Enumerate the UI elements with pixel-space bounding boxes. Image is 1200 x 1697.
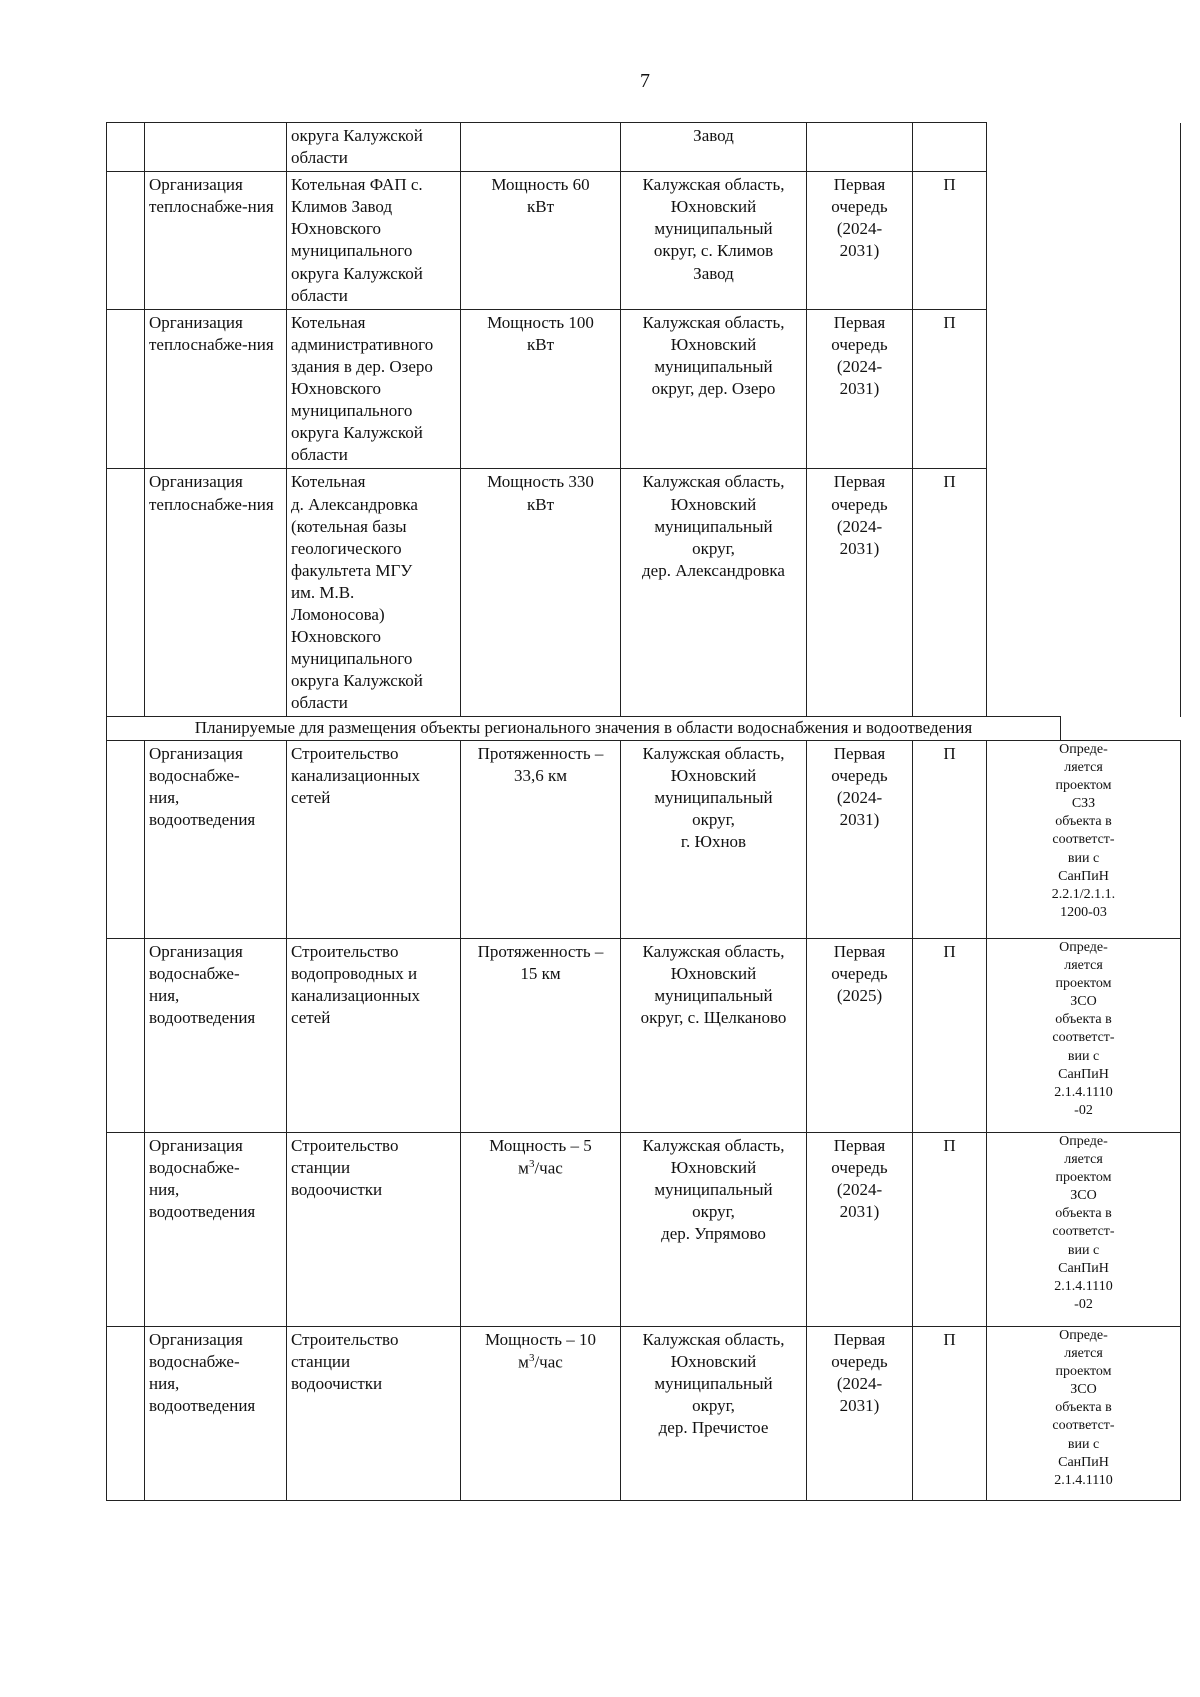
location-text: Юхновский [670, 494, 757, 514]
purpose-cell [145, 740, 287, 938]
object-cell [287, 938, 461, 1132]
object-text: области [291, 285, 348, 305]
object-text: административного [291, 334, 434, 354]
object-text: округа Калужской [291, 263, 423, 283]
zone-text: соответст- [1052, 1030, 1115, 1046]
location-text: округ, с. Щелканово [640, 1007, 787, 1027]
object-cell [287, 123, 461, 172]
status-text: П [943, 1135, 956, 1155]
zone-text: проектом [1055, 1363, 1112, 1379]
term-text: очередь [831, 494, 888, 514]
location-text: Калужская область, [642, 1135, 785, 1155]
row-number-cell [107, 309, 145, 469]
term-text: очередь [831, 197, 888, 217]
capacity-text: Мощность – 10 [484, 1329, 597, 1349]
zone-text: ляется [1064, 759, 1103, 775]
location-text: Калужская область, [642, 312, 785, 332]
zone-text: соответст- [1052, 1224, 1115, 1240]
location-text: Юхновский [670, 1351, 757, 1371]
object-text: Строительство [291, 1135, 399, 1155]
row-number-cell [107, 469, 145, 717]
term-text: (2025) [836, 985, 883, 1005]
row-number-cell [107, 740, 145, 938]
location-text: муниципальный [654, 985, 773, 1005]
location-text: Юхновский [670, 334, 757, 354]
zone-text: Опреде- [1059, 741, 1108, 757]
object-text: муниципального [291, 401, 413, 421]
row-number-cell [107, 123, 145, 172]
object-text: Юхновского [291, 627, 381, 647]
zone-cell [987, 938, 1181, 1132]
status-text: П [943, 941, 956, 961]
term-text: Первая [833, 175, 886, 195]
row-number-cell [107, 938, 145, 1132]
object-text: округа Калужской [291, 126, 423, 145]
location-text: Завод [693, 126, 734, 145]
table-row [107, 1132, 1181, 1326]
location-text: дер. Упрямово [661, 1223, 766, 1243]
section-header-row [107, 717, 1181, 740]
location-cell [621, 740, 807, 938]
capacity-text: 15 км [520, 963, 561, 983]
zone-text: СЗЗ [1071, 796, 1096, 812]
purpose-text: Организация [149, 1135, 243, 1155]
purpose-text: Организация теплоснабже-ния [149, 175, 274, 217]
location-text: дер. Александровка [642, 560, 785, 580]
object-text: Юхновского [291, 219, 381, 239]
term-cell [807, 172, 913, 310]
zone-text: соответст- [1052, 1418, 1115, 1434]
location-cell [621, 309, 807, 469]
object-text: Котельная ФАП с. [291, 175, 423, 195]
capacity-text: кВт [526, 197, 555, 217]
location-text: Юхновский [670, 765, 757, 785]
zone-text: Опреде- [1059, 1133, 1108, 1149]
object-text: муниципального [291, 241, 413, 261]
term-cell [807, 740, 913, 938]
zone-text: СанПиН [1058, 1066, 1109, 1082]
zone-text: Опреде- [1059, 939, 1108, 955]
zone-text: ляется [1064, 1151, 1103, 1167]
object-text: Котельная [291, 312, 366, 332]
zone-text: объекта в [1055, 1400, 1112, 1416]
zone-text: объекта в [1055, 814, 1112, 830]
term-text: 2031) [839, 538, 880, 558]
object-text: округа Калужской [291, 671, 423, 691]
term-text: 2031) [839, 1201, 880, 1221]
zone-text: проектом [1055, 777, 1112, 793]
section-title-cell [107, 717, 1061, 740]
capacity-unit [465, 1351, 616, 1374]
status-text: П [943, 312, 956, 332]
location-text: муниципальный [654, 516, 773, 536]
status-cell [913, 469, 987, 717]
term-text: очередь [831, 334, 888, 354]
location-text: округ, [692, 1201, 735, 1221]
location-cell [621, 469, 807, 717]
purpose-text: водоснабже- [149, 963, 240, 983]
purpose-text: водоснабже- [149, 765, 240, 785]
object-text: Строительство [291, 743, 399, 763]
purpose-text: ния, [149, 985, 180, 1005]
capacity-unit [465, 1157, 616, 1180]
term-text: 2031) [839, 1395, 880, 1415]
status-cell [913, 1326, 987, 1500]
zone-text: объекта в [1055, 1206, 1112, 1222]
zone-text: СанПиН [1058, 868, 1109, 884]
purpose-text: водоснабже- [149, 1157, 240, 1177]
object-text: Котельная [291, 472, 366, 492]
capacity-cell [461, 1326, 621, 1500]
capacity-text: кВт [526, 334, 555, 354]
zone-text: 1200-03 [1060, 905, 1107, 921]
location-text: Завод [693, 263, 734, 283]
term-text: Первая [833, 312, 886, 332]
zone-text: проектом [1055, 975, 1112, 991]
term-text: Первая [833, 941, 886, 961]
object-text: геологического [291, 538, 402, 558]
capacity-text: Мощность 60 [491, 175, 590, 195]
object-text: факультета МГУ [291, 560, 413, 580]
zone-cell [987, 740, 1181, 938]
object-text: Климов Завод [291, 197, 393, 217]
zone-cell [987, 469, 1181, 717]
object-cell [287, 1326, 461, 1500]
object-text: муниципального [291, 649, 413, 669]
location-cell [621, 172, 807, 310]
zone-text: ляется [1064, 1345, 1103, 1361]
purpose-text: ния, [149, 1373, 180, 1393]
zone-text: вии с [1067, 1242, 1100, 1258]
object-text: водоочистки [291, 1179, 383, 1199]
location-text: Юхновский [670, 197, 757, 217]
term-text: 2031) [839, 809, 880, 829]
capacity-cell [461, 309, 621, 469]
zone-cell [987, 309, 1181, 469]
capacity-text: Мощность 330 [487, 472, 594, 492]
status-text: П [943, 175, 956, 195]
object-text: д. Александровка [291, 494, 418, 514]
term-text: (2024- [836, 516, 883, 536]
status-cell [913, 1132, 987, 1326]
capacity-cell [461, 469, 621, 717]
object-cell [287, 172, 461, 310]
table-row [107, 123, 1181, 172]
page-number: 7 [640, 70, 650, 92]
capacity-cell [461, 1132, 621, 1326]
object-text: здания в дер. Озеро [291, 356, 433, 376]
object-text: канализационных [291, 765, 420, 785]
zone-text: 2.1.4.1110 [1054, 1085, 1113, 1101]
zone-cell [987, 172, 1181, 310]
purpose-cell [145, 1326, 287, 1500]
term-text: (2024- [836, 219, 883, 239]
zone-text: -02 [1074, 1103, 1093, 1119]
table-row [107, 740, 1181, 938]
term-text: (2024- [836, 787, 883, 807]
objects-table [106, 122, 1181, 1501]
term-cell [807, 469, 913, 717]
unit-superscript: 3 [528, 1157, 535, 1170]
term-text: очередь [831, 1157, 888, 1177]
zone-text: 2.1.4.1110 [1054, 1279, 1113, 1295]
unit-base: м [518, 1352, 529, 1372]
term-cell [807, 123, 913, 172]
purpose-text: Организация [149, 941, 243, 961]
status-cell [913, 123, 987, 172]
location-text: округ, [692, 809, 735, 829]
purpose-cell [145, 1132, 287, 1326]
status-text: П [943, 472, 956, 492]
zone-cell [987, 1326, 1181, 1500]
zone-text: ЗСО [1070, 994, 1097, 1010]
zone-text: Опреде- [1059, 1327, 1108, 1343]
location-text: Калужская область, [642, 1329, 785, 1349]
term-text: (2024- [836, 356, 883, 376]
object-text: станции [291, 1351, 351, 1371]
object-text: округа Калужской [291, 423, 423, 443]
table-row [107, 469, 1181, 717]
table-row [107, 1326, 1181, 1500]
status-cell [913, 740, 987, 938]
location-text: муниципальный [654, 1373, 773, 1393]
zone-text: ЗСО [1070, 1188, 1097, 1204]
object-text: области [291, 693, 348, 713]
purpose-cell [145, 309, 287, 469]
term-cell [807, 309, 913, 469]
purpose-text: водоснабже- [149, 1351, 240, 1371]
object-text: сетей [291, 1007, 331, 1027]
capacity-cell [461, 123, 621, 172]
zone-cell [987, 123, 1181, 172]
object-text: Юхновского [291, 379, 381, 399]
status-text: П [943, 1329, 956, 1349]
row-number-cell [107, 1132, 145, 1326]
object-text: Строительство [291, 941, 399, 961]
zone-text: СанПиН [1058, 1260, 1109, 1276]
zone-text: ляется [1064, 957, 1103, 973]
location-text: округ, дер. Озеро [651, 379, 776, 399]
purpose-cell [145, 172, 287, 310]
status-cell [913, 172, 987, 310]
term-text: (2024- [836, 1179, 883, 1199]
purpose-text: Организация [149, 1329, 243, 1349]
location-text: муниципальный [654, 787, 773, 807]
row-number-cell [107, 1326, 145, 1500]
term-text: (2024- [836, 1373, 883, 1393]
term-text: Первая [833, 743, 886, 763]
purpose-text: ния, [149, 787, 180, 807]
status-cell [913, 938, 987, 1132]
object-text: канализационных [291, 985, 420, 1005]
purpose-text: водоотведения [149, 809, 256, 829]
table-row [107, 938, 1181, 1132]
capacity-text: Мощность 100 [487, 312, 594, 332]
purpose-cell [145, 469, 287, 717]
object-cell [287, 469, 461, 717]
object-text: станции [291, 1157, 351, 1177]
table-row [107, 309, 1181, 469]
location-text: округ, с. Климов [653, 241, 774, 261]
zone-text: СанПиН [1058, 1454, 1109, 1470]
capacity-text: Мощность – 5 [489, 1135, 592, 1155]
location-text: Калужская область, [642, 175, 785, 195]
term-text: 2031) [839, 379, 880, 399]
capacity-text: Протяженность – [477, 743, 604, 763]
status-cell [913, 309, 987, 469]
zone-text: -02 [1074, 1297, 1093, 1313]
term-text: очередь [831, 765, 888, 785]
zone-text: проектом [1055, 1169, 1112, 1185]
object-text: водоочистки [291, 1373, 383, 1393]
object-text: Строительство [291, 1329, 399, 1349]
location-text: Калужская область, [642, 743, 785, 763]
capacity-cell [461, 172, 621, 310]
capacity-text: Протяженность – [477, 941, 604, 961]
purpose-text: водоотведения [149, 1395, 256, 1415]
zone-text: соответст- [1052, 832, 1115, 848]
purpose-text: водоотведения [149, 1201, 256, 1221]
purpose-text: Организация теплоснабже-ния [149, 312, 274, 354]
zone-text: вии с [1067, 1436, 1100, 1452]
unit-superscript: 3 [528, 1351, 535, 1364]
location-cell [621, 938, 807, 1132]
location-text: Юхновский [670, 1157, 757, 1177]
term-cell [807, 938, 913, 1132]
object-text: области [291, 148, 348, 168]
location-text: г. Юхнов [680, 831, 747, 851]
status-text: П [943, 743, 956, 763]
object-text: водопроводных и [291, 963, 418, 983]
location-text: округ, [692, 1395, 735, 1415]
location-text: Калужская область, [642, 941, 785, 961]
object-cell [287, 309, 461, 469]
location-cell [621, 1132, 807, 1326]
location-cell [621, 123, 807, 172]
purpose-text: Организация теплоснабже-ния [149, 472, 274, 514]
zone-text: объекта в [1055, 1012, 1112, 1028]
term-text: Первая [833, 1329, 886, 1349]
object-text: им. М.В. [291, 582, 355, 602]
unit-base: м [518, 1158, 529, 1178]
location-text: округ, [692, 538, 735, 558]
term-text: Первая [833, 472, 886, 492]
term-text: 2031) [839, 241, 880, 261]
unit-rest: /час [534, 1352, 563, 1372]
object-text: (котельная базы [291, 516, 407, 536]
purpose-cell [145, 123, 287, 172]
section-title: Планируемые для размещения объекты регионального значения в области водоснабжения и водоотведения [194, 718, 973, 738]
location-text: Юхновский [670, 963, 757, 983]
zone-text: вии с [1067, 850, 1100, 866]
term-cell [807, 1132, 913, 1326]
object-cell [287, 1132, 461, 1326]
purpose-cell [145, 938, 287, 1132]
unit-rest: /час [534, 1158, 563, 1178]
purpose-text: водоотведения [149, 1007, 256, 1027]
location-text: муниципальный [654, 219, 773, 239]
term-text: Первая [833, 1135, 886, 1155]
table-body [107, 123, 1181, 1501]
term-cell [807, 1326, 913, 1500]
object-text: Ломоносова) [291, 604, 385, 624]
location-text: Калужская область, [642, 472, 785, 492]
row-number-cell [107, 172, 145, 310]
zone-text: вии с [1067, 1048, 1100, 1064]
location-text: дер. Пречистое [658, 1417, 769, 1437]
capacity-cell [461, 740, 621, 938]
zone-text: ЗСО [1070, 1382, 1097, 1398]
zone-cell [987, 1132, 1181, 1326]
capacity-text: 33,6 км [513, 765, 568, 785]
term-text: очередь [831, 963, 888, 983]
location-text: муниципальный [654, 356, 773, 376]
term-text: очередь [831, 1351, 888, 1371]
zone-text: 2.2.1/2.1.1. [1051, 887, 1116, 903]
object-text: сетей [291, 787, 331, 807]
location-text: муниципальный [654, 1179, 773, 1199]
table-row [107, 172, 1181, 310]
zone-text: 2.1.4.1110 [1054, 1473, 1113, 1489]
object-cell [287, 740, 461, 938]
location-cell [621, 1326, 807, 1500]
object-text: области [291, 445, 348, 465]
capacity-text: кВт [526, 494, 555, 514]
purpose-text: Организация [149, 743, 243, 763]
capacity-cell [461, 938, 621, 1132]
purpose-text: ния, [149, 1179, 180, 1199]
